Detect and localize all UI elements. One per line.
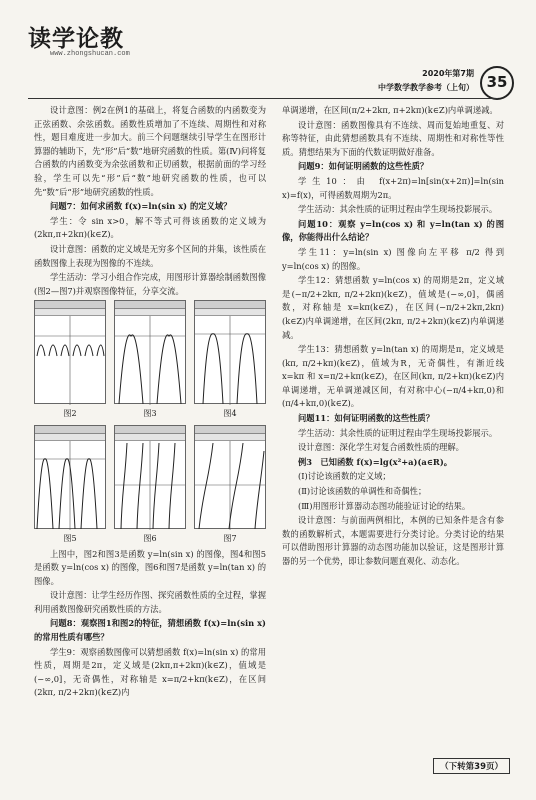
figure-3 — [114, 300, 186, 404]
question-8: 问题8：观察图1和图2的特征，猜想函数 f(x)=ln(sin x) 的常用性质有哪些？ — [34, 618, 266, 643]
paragraph: 上图中，图2和图3是函数 y=ln(sin x) 的图像，图4和图5是函数 y=ln(cos x) 的图像，图6和图7是函数 y=ln(tan x) 的图像。 — [34, 548, 266, 586]
graph-ln-tan-zoom — [195, 441, 265, 530]
figure-5 — [34, 425, 106, 529]
question-7: 问题7：如何求函数 f(x)=ln(sin x) 的定义域？ — [50, 201, 232, 212]
graph-ln-cos-zoom — [35, 441, 105, 530]
magazine-logo: 读学论教 — [28, 26, 124, 52]
paragraph: 学生11：y=ln(sin x) 图像向左平移 π/2 得到 y=ln(cos x) 的图像。 — [282, 246, 504, 271]
screen-menu-bar — [195, 301, 265, 309]
figure-caption: 图3 — [143, 409, 157, 419]
figure-caption: 图2 — [63, 409, 77, 419]
screen-menu-bar — [35, 426, 105, 434]
figure-6 — [114, 425, 186, 529]
paragraph: 设计意图：与前面两例相比，本例的已知条件是含有参数的函数解析式，本题需要进行分类讨论。分类讨论的结果可以借助图形计算器的动态图功能加以验证，这是图形计算器的另一个优势，即让参数问题直观化、动态化。 — [282, 515, 504, 566]
screen-toolbar — [195, 434, 265, 441]
example-3: 例3 已知函数 f(x)=lg(x²+a)(a∈R)。 — [298, 456, 453, 467]
paragraph: 学生：令 sin x>0，解不等式可得该函数的定义域为(2kπ,π+2kπ)(k∈Z)。 — [34, 215, 266, 240]
paragraph: 学生12：猜想函数 y=ln(cos x) 的周期是2π，定义域是(−π/2+2kπ, π/2+2kπ)(k∈Z)，值域是(−∞,0]，偶函数，对称轴是 x=kπ(k∈Z)，在区间(−π/2+2kπ,2kπ)(k∈Z)内单调递增，在区间(2kπ, π/2+2kπ)(k∈Z)内单调递减。 — [282, 275, 504, 340]
question-10: 问题10：观察 y=ln(cos x) 和 y=ln(tan x) 的图像，你能得出什么结论？ — [282, 218, 504, 243]
calculator-screen — [114, 300, 186, 404]
figure-caption: 图5 — [63, 533, 77, 543]
figure-7 — [194, 425, 266, 529]
right-column — [282, 104, 504, 570]
calculator-screen — [34, 425, 106, 529]
calculator-screen — [194, 300, 266, 404]
paragraph: 学生9：观察函数图像可以猜想函数 f(x)=ln(sin x) 的常用性质，周期是2π，定义域是(2kπ,π+2kπ)(k∈Z)，值域是(−∞,0]，无奇偶性，对称轴是 x=π/2+kπ(k∈Z)，在区间(2kπ, π/2+2kπ)(k∈Z)内 — [34, 646, 266, 698]
paragraph: 学生活动：其余性质的证明过程由学生现场投影展示。 — [298, 204, 498, 215]
graph-ln-tan-wide — [115, 441, 185, 530]
paragraph: 设计意图：例2在例1的基础上，将复合函数的内函数变为正弦函数、余弦函数。函数性质增加了不连续、周期性和对称性，题目难度进一步加大。前三个问题继续引导学生在图形计算器的辅助下，先“形”后“数”地研究函数的性质。第(Ⅳ)问将复合函数的内函数变为余弦函数和正切函数，根据前面的学习经验，学生可以先“形”后“数”地研究函数的性质，也可以先“数”后“形”地研究函数的性质。 — [34, 105, 266, 197]
graph-ln-cos-wide — [195, 316, 265, 405]
figure-caption: 图4 — [223, 409, 237, 419]
site-url: www.zhongshucan.com — [50, 50, 130, 58]
caption-row-bottom — [34, 531, 266, 548]
issue-label: 2020年第7期 — [422, 69, 474, 78]
header-rule — [28, 98, 498, 99]
left-column — [34, 104, 266, 701]
paragraph: 设计意图：深化学生对复合函数性质的理解。 — [298, 442, 464, 453]
screen-toolbar — [195, 309, 265, 316]
screen-toolbar — [35, 434, 105, 441]
page-header — [28, 20, 520, 98]
figure-caption: 图7 — [223, 533, 237, 543]
figure-row-top — [34, 300, 266, 404]
screen-toolbar — [115, 434, 185, 441]
question-9: 问题9：如何证明函数的这些性质？ — [298, 161, 429, 172]
paragraph: 设计意图：函数的定义域是无穷多个区间的并集，该性质在函数图像上表现为图像的不连续。 — [34, 243, 266, 268]
screen-toolbar — [115, 309, 185, 316]
paragraph: 学生活动：学习小组合作完成，用图形计算器绘制函数图像(图2—图7)并观察图像特征，分享交流。 — [34, 272, 266, 296]
screen-menu-bar — [115, 301, 185, 309]
screen-toolbar — [35, 309, 105, 316]
calculator-screen — [194, 425, 266, 529]
figure-4 — [194, 300, 266, 404]
paragraph: 单调递增，在区间(π/2+2kπ, π+2kπ)(k∈Z)内单调递减。 — [282, 105, 498, 115]
graph-ln-sin-zoom — [115, 316, 185, 405]
paragraph: 学生10：由 f(x+2π)=ln[sin(x+2π)]=ln(sin x)=f(x)，可得函数周期为2π。 — [282, 175, 504, 200]
calculator-screen — [34, 300, 106, 404]
screen-menu-bar — [35, 301, 105, 309]
figure-caption: 图6 — [143, 533, 157, 543]
page-number: 35 — [480, 66, 514, 100]
graph-ln-sin-wide — [35, 316, 105, 405]
paragraph: 设计意图：让学生经历作图、探究函数性质的全过程，掌握利用函数图像研究函数性质的方法。 — [34, 590, 266, 614]
figure-2 — [34, 300, 106, 404]
screen-menu-bar — [115, 426, 185, 434]
figure-row-bottom — [34, 425, 266, 529]
sub-item: (Ⅱ)讨论该函数的单调性和奇偶性； — [298, 486, 427, 497]
journal-name: 中学数学教学参考（上旬） — [378, 83, 474, 92]
question-11: 问题11：如何证明函数的这些性质？ — [298, 413, 435, 424]
continued-note: （下转第39页） — [433, 758, 510, 774]
screen-menu-bar — [195, 426, 265, 434]
paragraph: 学生活动：其余性质的证明过程由学生现场投影展示。 — [298, 427, 498, 438]
sub-item: (Ⅰ)讨论该函数的定义域； — [298, 471, 391, 482]
caption-row-top — [34, 406, 266, 423]
paragraph: 设计意图：函数图像具有不连续、周而复始地重复、对称等特征，由此猜想函数具有不连续、周期性和对称性等性质。猜想结果为下面的代数证明做好准备。 — [282, 119, 504, 157]
paragraph: 学生13：猜想函数 y=ln(tan x) 的周期是π，定义域是(kπ, π/2+kπ)(k∈Z)，值域为R，无奇偶性，有渐近线 x=kπ 和 x=π/2+kπ(k∈Z)，在区间(kπ, π/2+kπ)(k∈Z)内单调递增，无单调递减区间，有对称中心(−π/4+kπ,0)和(π/4+kπ,0)(k∈Z)。 — [282, 344, 504, 409]
sub-item: (Ⅲ)用图形计算器动态图功能验证讨论的结果。 — [298, 500, 471, 511]
calculator-screen — [114, 425, 186, 529]
